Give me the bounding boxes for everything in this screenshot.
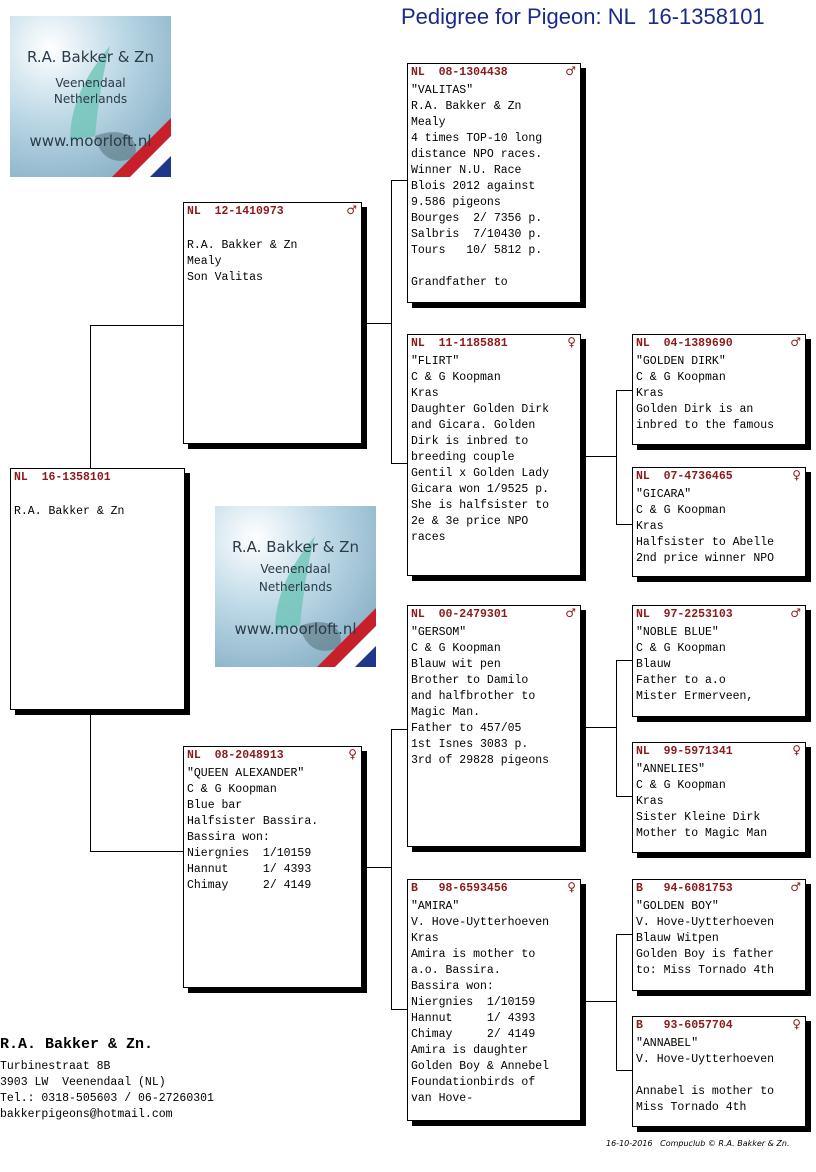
- female-icon: ♀: [792, 1017, 801, 1031]
- male-icon: ♂: [346, 203, 357, 217]
- pigeon-details: [636, 762, 803, 842]
- detail-line: Grandfather to: [411, 276, 508, 289]
- breeder-contact: [0, 1035, 214, 1123]
- connector: [616, 390, 632, 391]
- detail-line: Hannut 1/ 4393: [411, 1012, 536, 1025]
- ring-number: B 98-6593456: [411, 882, 508, 895]
- connector: [90, 851, 184, 852]
- detail-line: Mealy: [187, 255, 222, 268]
- detail-line: Mister Ermerveen,: [636, 690, 754, 703]
- pigeon-card-dam-dam-sire: [632, 879, 806, 991]
- detail-line: Chimay 2/ 4149: [187, 879, 312, 892]
- logo-country: Netherlands: [53, 92, 128, 106]
- detail-line: C & G Koopman: [411, 642, 501, 655]
- detail-line: distance NPO races.: [411, 148, 543, 161]
- detail-line: Halfsister to Abelle: [636, 536, 775, 549]
- connector: [90, 325, 184, 326]
- connector: [391, 729, 407, 730]
- connector: [586, 456, 616, 457]
- female-icon: ♀: [792, 743, 801, 757]
- detail-line: Kras: [636, 387, 664, 400]
- detail-line: Miss Tornado 4th: [636, 1101, 747, 1114]
- ring-number: NL 04-1389690: [636, 337, 733, 350]
- ring-number: NL 00-2479301: [411, 608, 508, 621]
- detail-line: Bassira won:: [411, 980, 494, 993]
- ring-number: NL 08-2048913: [187, 749, 284, 762]
- address-line-1: Turbinestraat 8B: [0, 1060, 111, 1073]
- male-icon: ♂: [565, 606, 576, 620]
- print-stamp: 16-10-2016 Compuclub © R.A. Bakker & Zn.: [606, 1139, 790, 1148]
- connector: [361, 867, 391, 868]
- connector: [361, 323, 391, 324]
- detail-line: C & G Koopman: [187, 783, 277, 796]
- detail-line: Bassira won:: [187, 831, 270, 844]
- detail-line: Kras: [636, 520, 664, 533]
- connector: [391, 463, 407, 464]
- connector: [616, 524, 632, 525]
- detail-line: C & G Koopman: [636, 371, 726, 384]
- detail-line: Blauw: [636, 658, 671, 671]
- ring-number: NL 08-1304438: [411, 66, 508, 79]
- connector: [391, 1009, 407, 1010]
- detail-line: Salbris 7/10430 p.: [411, 228, 543, 241]
- logo-city: Veenendaal: [55, 76, 126, 90]
- pigeon-details: [187, 766, 359, 894]
- detail-line: C & G Koopman: [411, 371, 501, 384]
- breeder-name: R.A. Bakker & Zn.: [0, 1036, 154, 1053]
- detail-line: a.o. Bassira.: [411, 964, 501, 977]
- connector: [616, 390, 617, 524]
- male-icon: ♂: [790, 606, 801, 620]
- ring-number: NL 11-1185881: [411, 337, 508, 350]
- detail-line: Gicara won 1/9525 p.: [411, 483, 550, 496]
- male-icon: ♂: [565, 64, 576, 78]
- detail-line: Daughter Golden Dirk: [411, 403, 550, 416]
- detail-line: Blauw wit pen: [411, 658, 501, 671]
- pigeon-card-sire-sire: [407, 63, 581, 303]
- logo-url: www.moorloft.nl: [29, 132, 152, 150]
- detail-line: van Hove-: [411, 1092, 474, 1105]
- detail-line: Dirk is inbred to: [411, 435, 529, 448]
- detail-line: races: [411, 531, 446, 544]
- detail-line: Amira is mother to: [411, 948, 536, 961]
- connector: [616, 1070, 632, 1071]
- detail-line: to: Miss Tornado 4th: [636, 964, 775, 977]
- pigeon-details: [636, 1036, 803, 1116]
- phone: Tel.: 0318-505603 / 06-27260301: [0, 1092, 214, 1105]
- detail-line: R.A. Bakker & Zn: [411, 100, 522, 113]
- ring-number: NL 16-1358101: [14, 471, 111, 484]
- detail-line: R.A. Bakker & Zn: [187, 239, 298, 252]
- detail-line: "NOBLE BLUE": [636, 626, 719, 639]
- pigeon-details: [187, 222, 359, 286]
- detail-line: Amira is daughter: [411, 1044, 529, 1057]
- detail-line: Father to 457/05: [411, 722, 522, 735]
- detail-line: Blois 2012 against: [411, 180, 536, 193]
- detail-line: Niergnies 1/10159: [187, 847, 312, 860]
- detail-line: "GERSOM": [411, 626, 467, 639]
- logo-top: [10, 16, 171, 177]
- detail-line: R.A. Bakker & Zn: [14, 505, 125, 518]
- connector: [391, 180, 407, 181]
- connector: [586, 727, 616, 728]
- detail-line: "ANNELIES": [636, 763, 706, 776]
- connector: [616, 660, 632, 661]
- detail-line: Winner N.U. Race: [411, 164, 522, 177]
- detail-line: [14, 488, 182, 504]
- logo-name: R.A. Bakker & Zn: [232, 538, 359, 556]
- connector: [616, 934, 617, 1070]
- ring-number: B 94-6081753: [636, 882, 733, 895]
- detail-line: C & G Koopman: [636, 779, 726, 792]
- detail-line: [411, 259, 578, 275]
- detail-line: Kras: [411, 932, 439, 945]
- detail-line: breeding couple: [411, 451, 515, 464]
- pigeon-details: [636, 899, 803, 979]
- detail-line: Mother to Magic Man: [636, 827, 768, 840]
- detail-line: Golden Boy is father: [636, 948, 775, 961]
- page-title: Pedigree for Pigeon: NL 16-1358101: [401, 4, 765, 29]
- detail-line: V. Hove-Uytterhoeven: [636, 1053, 775, 1066]
- detail-line: "FLIRT": [411, 355, 460, 368]
- detail-line: 3rd of 29828 pigeons: [411, 754, 550, 767]
- detail-line: C & G Koopman: [636, 504, 726, 517]
- female-icon: ♀: [567, 880, 576, 894]
- pigeon-card-dam-sire-sire: [632, 605, 806, 717]
- female-icon: ♀: [792, 468, 801, 482]
- detail-line: Chimay 2/ 4149: [411, 1028, 536, 1041]
- detail-line: "GOLDEN BOY": [636, 900, 719, 913]
- pigeon-card-sire: [183, 202, 362, 444]
- detail-line: 4 times TOP-10 long: [411, 132, 543, 145]
- detail-line: 9.586 pigeons: [411, 196, 501, 209]
- connector: [586, 1001, 616, 1002]
- ring-number: NL 07-4736465: [636, 470, 733, 483]
- male-icon: ♂: [790, 335, 801, 349]
- detail-line: V. Hove-Uytterhoeven: [636, 916, 775, 929]
- detail-line: Father to a.o: [636, 674, 726, 687]
- male-icon: ♂: [790, 880, 801, 894]
- detail-line: Hannut 1/ 4393: [187, 863, 312, 876]
- pigeon-details: [411, 354, 578, 546]
- detail-line: 2e & 3e price NPO: [411, 515, 529, 528]
- pigeon-card-dam-sire: [407, 605, 581, 847]
- detail-line: Sister Kleine Dirk: [636, 811, 761, 824]
- ring-number: NL 97-2253103: [636, 608, 733, 621]
- detail-line: Blue bar: [187, 799, 243, 812]
- detail-line: Annabel is mother to: [636, 1085, 775, 1098]
- ring-number: NL 12-1410973: [187, 205, 284, 218]
- pigeon-card-dam-sire-dam: [632, 742, 806, 853]
- detail-line: She is halfsister to: [411, 499, 550, 512]
- connector: [391, 729, 392, 1009]
- pigeon-card-dam: [183, 746, 362, 988]
- ring-number: NL 99-5971341: [636, 745, 733, 758]
- detail-line: "QUEEN ALEXANDER": [187, 767, 305, 780]
- connector: [90, 710, 91, 851]
- pigeon-details: [636, 487, 803, 567]
- detail-line: Golden Dirk is an: [636, 403, 754, 416]
- pigeon-details: [14, 488, 182, 520]
- detail-line: 1st Isnes 3083 p.: [411, 738, 529, 751]
- detail-line: Kras: [636, 795, 664, 808]
- detail-line: Foundationbirds of: [411, 1076, 536, 1089]
- logo-country: Netherlands: [258, 580, 333, 594]
- detail-line: and Gicara. Golden: [411, 419, 536, 432]
- pigeon-details: [411, 625, 578, 769]
- logo-name: R.A. Bakker & Zn: [27, 48, 154, 66]
- connector: [616, 660, 617, 796]
- detail-line: Kras: [411, 387, 439, 400]
- logo-city: Veenendaal: [260, 562, 331, 576]
- pigeon-card-subject: [10, 468, 185, 710]
- detail-line: "GICARA": [636, 488, 692, 501]
- connector: [90, 325, 91, 468]
- detail-line: Niergnies 1/10159: [411, 996, 536, 1009]
- connector: [616, 796, 632, 797]
- pigeon-card-dam-dam-dam: [632, 1016, 806, 1127]
- connector: [616, 934, 632, 935]
- detail-line: "VALITAS": [411, 84, 474, 97]
- logo-url: www.moorloft.nl: [234, 620, 357, 638]
- detail-line: Gentil x Golden Lady: [411, 467, 550, 480]
- ring-number: B 93-6057704: [636, 1019, 733, 1032]
- pigeon-details: [636, 354, 803, 434]
- female-icon: ♀: [348, 747, 357, 761]
- pigeon-details: [411, 899, 578, 1107]
- detail-line: "GOLDEN DIRK": [636, 355, 726, 368]
- detail-line: "ANNABEL": [636, 1037, 699, 1050]
- detail-line: C & G Koopman: [636, 642, 726, 655]
- detail-line: Bourges 2/ 7356 p.: [411, 212, 543, 225]
- detail-line: Brother to Damilo: [411, 674, 529, 687]
- detail-line: Son Valitas: [187, 271, 263, 284]
- detail-line: Golden Boy & Annebel: [411, 1060, 550, 1073]
- pigeon-card-sire-dam: [407, 334, 581, 576]
- detail-line: Tours 10/ 5812 p.: [411, 244, 543, 257]
- pigeon-details: [636, 625, 803, 705]
- connector: [391, 180, 392, 463]
- address-line-2: 3903 LW Veenendaal (NL): [0, 1076, 166, 1089]
- pigeon-details: [411, 83, 578, 291]
- detail-line: [187, 222, 359, 238]
- detail-line: Mealy: [411, 116, 446, 129]
- detail-line: [636, 1068, 803, 1084]
- detail-line: V. Hove-Uytterhoeven: [411, 916, 550, 929]
- detail-line: and halfbrother to: [411, 690, 536, 703]
- detail-line: Halfsister Bassira.: [187, 815, 319, 828]
- detail-line: inbred to the famous: [636, 419, 775, 432]
- pigeon-card-sire-dam-sire: [632, 334, 806, 445]
- detail-line: Blauw Witpen: [636, 932, 719, 945]
- detail-line: 2nd price winner NPO: [636, 552, 775, 565]
- detail-line: "AMIRA": [411, 900, 460, 913]
- pigeon-card-sire-dam-dam: [632, 467, 806, 577]
- female-icon: ♀: [567, 335, 576, 349]
- pigeon-card-dam-dam: [407, 879, 581, 1121]
- detail-line: Magic Man.: [411, 706, 481, 719]
- logo-middle: [215, 506, 376, 667]
- email: bakkerpigeons@hotmail.com: [0, 1108, 173, 1121]
